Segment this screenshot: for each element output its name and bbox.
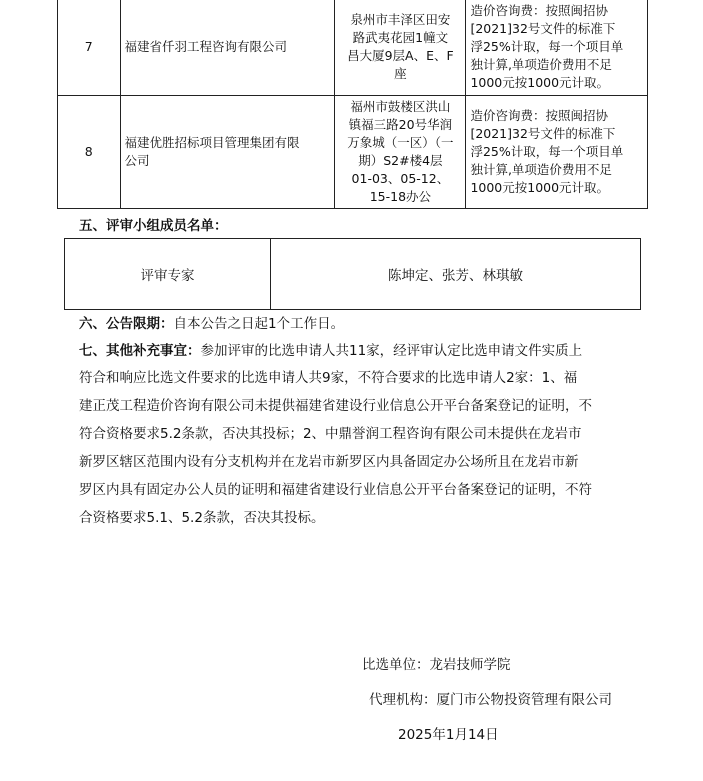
fee-line: 浮25%计取，每一个项目单 <box>470 39 624 54</box>
address-line: 路武夷花园1幢文 <box>352 30 449 45</box>
company-address <box>335 0 466 96</box>
address-line: 期）S2#楼4层 <box>358 153 443 168</box>
section7-line: 合资格要求5.1、5.2条款，否决其投标。 <box>79 510 325 526</box>
address-line: 万象城（一区）（一 <box>347 135 454 150</box>
review-panel-table <box>64 238 641 310</box>
section7-line: 罗区内具有固定办公人员的证明和福建省建设行业信息公开平台备案登记的证明，不符 <box>79 482 592 498</box>
section6-text: 自本公告之日起1个工作日。 <box>173 316 345 332</box>
agent-organization: 代理机构：厦门市公物投资管理有限公司 <box>369 692 612 708</box>
fee-description <box>466 0 648 96</box>
address-line: 昌大厦9层A、E、F <box>347 48 454 63</box>
address-line: 泉州市丰泽区田安 <box>350 12 451 27</box>
address-line: 镇福三路20号华润 <box>348 117 453 132</box>
fee-line: 1000元按1000元计取。 <box>470 75 610 90</box>
section7-line: 符合和响应比选文件要求的比选申请人共9家，不符合要求的比选申请人2家：1、福 <box>79 370 578 386</box>
section7-title: 七、其他补充事宜： <box>79 343 201 359</box>
section7-line: 新罗区辖区范围内设有分支机构并在龙岩市新罗区内具备固定办公场所且在龙岩市新 <box>79 454 579 470</box>
company-name: 福建省仟羽工程咨询有限公司 <box>120 0 335 96</box>
table-row <box>58 0 648 96</box>
name-line: 福建优胜招标项目管理集团有限 <box>124 135 300 150</box>
address-line: 座 <box>394 66 407 81</box>
address-line: 01-03、05-12、 <box>351 171 450 186</box>
section7-line: 符合资格要求5.2条款，否决其投标；2、中鼎誉润工程咨询有限公司未提供在龙岩市 <box>79 426 582 442</box>
company-address <box>335 96 466 209</box>
fee-line: [2021]32号文件的标准下 <box>470 21 616 36</box>
fee-line: 独计算,单项造价费用不足 <box>470 162 612 177</box>
company-table <box>57 0 648 209</box>
section5-title: 五、评审小组成员名单： <box>79 218 228 234</box>
section7-line: 建正茂工程造价咨询有限公司未提供福建省建设行业信息公开平台备案登记的证明，不 <box>79 398 592 414</box>
row-index: 7 <box>58 0 121 96</box>
address-line: 福州市鼓楼区洪山 <box>350 99 451 114</box>
table-row <box>58 96 648 209</box>
announcement-date: 2025年1月14日 <box>398 727 499 743</box>
panel-label: 评审专家 <box>65 239 271 310</box>
address-line: 15-18办公 <box>369 189 432 204</box>
fee-line: 独计算,单项造价费用不足 <box>470 57 612 72</box>
section6-title: 六、公告限期： <box>79 316 174 332</box>
fee-line: [2021]32号文件的标准下 <box>470 126 616 141</box>
fee-description <box>466 96 648 209</box>
fee-line: 造价咨询费：按照闽招协 <box>470 108 608 123</box>
table-row <box>65 239 641 310</box>
fee-line: 浮25%计取，每一个项目单 <box>470 144 624 159</box>
row-index: 8 <box>58 96 121 209</box>
fee-line: 1000元按1000元计取。 <box>470 180 610 195</box>
section7-text: 参加评审的比选申请人共11家，经评审认定比选申请文件实质上 <box>200 343 583 359</box>
fee-line: 造价咨询费：按照闽招协 <box>470 3 608 18</box>
company-name <box>120 96 335 209</box>
section6-line <box>79 314 344 334</box>
name-line: 公司 <box>124 153 150 168</box>
panel-members: 陈坤定、张芳、林琪敏 <box>271 239 641 310</box>
section7-first-line <box>79 341 582 361</box>
selection-unit: 比选单位：龙岩技师学院 <box>362 657 511 673</box>
